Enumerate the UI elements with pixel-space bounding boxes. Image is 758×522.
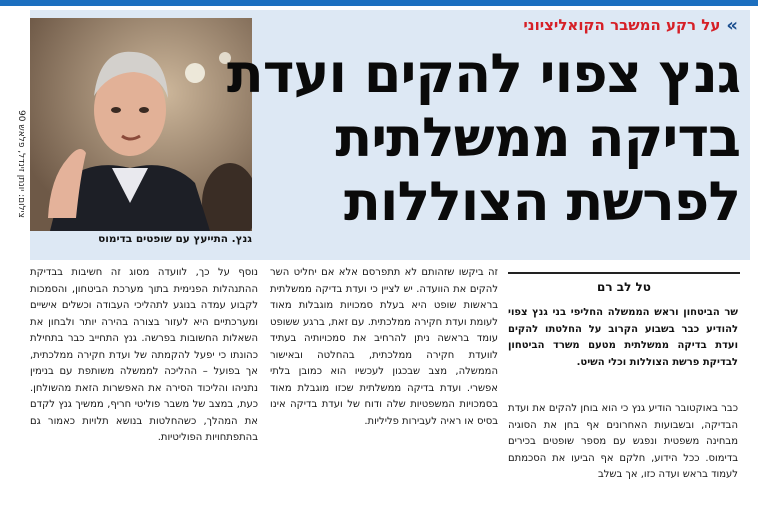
portrait-illustration	[30, 18, 252, 231]
kicker-label: על רקע המשבר הקואליציוני	[523, 16, 721, 34]
photo-caption: גנץ. התייעץ עם שופטים בדימוס	[98, 233, 252, 245]
article-column-2: זה ביקשו שזהותם לא תתפרסם אלא אם יחליט השר להקים את הוועדה. יש לציין כי ועדת בדיקה ממשלתית בראשות שופט היא בעלת סמכויות מוגבלות מאוד לעומת ועדת חקירה ממלכתית. עם זאת, ברגע ששופט עומד בראשה ניתן להרחיב את סמכויותיה בעתיד לוועדת חקירה ממלכתית, בהחלטה ובאישור הממשלה, מצב שבכגון לעכשיו הוא כמובן בלתי אפשרי. ועדת בדיקה ממשלתית שכזו מוגבלת מאוד בסמכויות המשפטיות שלה ודוח של ועדת בדיקה אינו בסיס או ראיה לעבירות פליליות.	[270, 267, 498, 427]
article-column-1: כבר באוקטובר הודיע גנץ כי הוא בוחן להקים את ועדת הבדיקה, ובשבועות האחרונים אף בחן את הסוגיה מבחינה משפטית ונפגש עם מספר שופטים בכירים בדימוס. ככל הידוע, חלקם אף הביעו את הסכמתם לעמוד בראש ועדה כזו, אך בשלב	[508, 403, 738, 480]
headline-line-1: גנץ צפוי להקים ועדת	[226, 42, 740, 105]
article-column-3: נוסף על כך, לוועדה מסוג זה חשיבות בבדיקת ההתנהלות הפנימית בתוך מערכת הביטחון, והסמכות לקבוע עמדה בנוגע לתהליכי העבודה וכשלים אישיים ומערכתיים היא לעזור בצורה בהירה יותר ולבחון את השאלות החשובות בפרשה. גנץ התחייב כבר בתחילת כהונתו כי יפעל להקמתה של ועדת חקירה ממלכתית, אך בפועל – ההליכה לממשלה משותפת עם בנימין נתניהו והליכוד הסירה את האפשרות הזאת מהשולחן. כעת, במצב של משבר פוליטי חריף, ממשיך גנץ לקדם את המהלך, כשהחלטות בנושא תלויות כאמור גם בהתפתחויות הפוליטיות.	[30, 267, 258, 443]
headline-line-3: לפרשת הצוללות	[344, 170, 740, 233]
photo-credit: צילום: יונתן זינדל, פלאש 90	[16, 109, 26, 218]
headline-line-2: בדיקה ממשלתית	[335, 106, 740, 169]
kicker	[380, 12, 738, 38]
byline: טל לב רם	[597, 280, 651, 294]
top-accent-bar	[0, 0, 758, 6]
double-chevron-icon: »	[726, 14, 738, 36]
article-lead: שר הביטחון וראש הממשלה החליפי בני גנץ צפוי להודיע כבר בשבוע הקרוב על החלטתו להקים ועדת בדיקה ממשלתית מטעם משרד הביטחון לבדיקת פרשת הצוללות וכלי השיט.	[508, 307, 738, 368]
portrait-photo	[30, 18, 252, 231]
byline-rule	[508, 272, 740, 274]
headline	[226, 42, 740, 234]
